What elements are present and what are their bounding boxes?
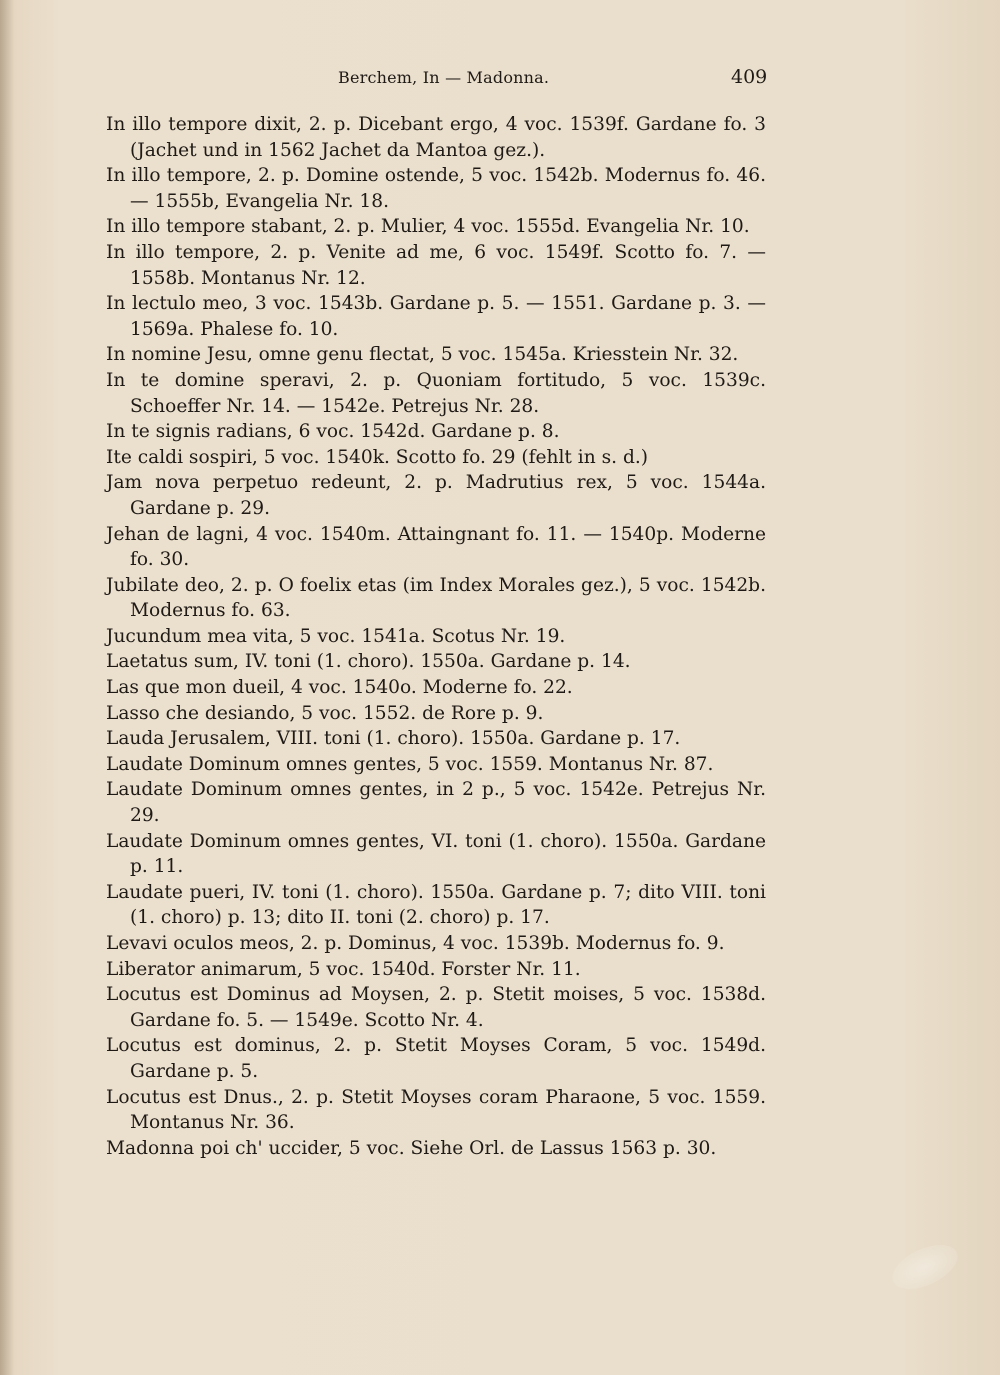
index-entry: Lauda Jerusalem, VIII. toni (1. choro). 1550a. Gardane p. 17. <box>106 728 681 750</box>
index-entry: Jucundum mea vita, 5 voc. 1541a. Scotus Nr. 19. <box>106 625 566 647</box>
index-entry: Laudate Dominum omnes gentes, VI. toni (1. choro). 1550a. Gardane p. 11. <box>106 830 766 878</box>
running-head: Berchem, In — Madonna. <box>338 68 550 87</box>
index-entry: Lasso che desiando, 5 voc. 1552. de Rore p. 9. <box>106 702 544 724</box>
index-entry: Jubilate deo, 2. p. O foelix etas (im Index Morales gez.), 5 voc. 1542b. Modernus fo. 63. <box>106 574 766 622</box>
paper-stain <box>886 1236 965 1298</box>
index-entry: Locutus est Dominus ad Moysen, 2. p. Stetit moises, 5 voc. 1538d. Gardane fo. 5. — 1549e. Scotto Nr. 4. <box>106 984 766 1031</box>
spine-shadow <box>0 0 14 1375</box>
index-entry: In te domine speravi, 2. p. Quoniam fortitudo, 5 voc. 1539c. Schoeffer Nr. 14. — 1542e. Petrejus Nr. 28. <box>106 369 766 417</box>
index-entry: In nomine Jesu, omne genu flectat, 5 voc. 1545a. Kriesstein Nr. 32. <box>106 344 739 366</box>
index-entry: In illo tempore dixit, 2. p. Dicebant ergo, 4 voc. 1539f. Gardane fo. 3 (Jachet und in 1562 Jachet da Mantoa gez.). <box>106 114 766 161</box>
index-entry: In illo tempore, 2. p. Domine ostende, 5 voc. 1542b. Modernus fo. 46. — 1555b, Evangelia Nr. 18. <box>106 165 766 212</box>
index-entry: Laudate pueri, IV. toni (1. choro). 1550a. Gardane p. 7; dito VIII. toni (1. choro) p. 13; dito II. toni (2. choro) p. 17. <box>106 881 766 929</box>
index-entry: Locutus est dominus, 2. p. Stetit Moyses Coram, 5 voc. 1549d. Gardane p. 5. <box>106 1035 766 1082</box>
index-entry: Ite caldi sospiri, 5 voc. 1540k. Scotto fo. 29 (fehlt in s. d.) <box>106 446 649 468</box>
index-entries <box>106 112 766 1161</box>
index-entry: In illo tempore, 2. p. Venite ad me, 6 voc. 1549f. Scotto fo. 7. — 1558b. Montanus Nr. 12. <box>106 241 766 289</box>
index-entry: Liberator animarum, 5 voc. 1540d. Forster Nr. 11. <box>106 958 581 980</box>
index-entry: In illo tempore stabant, 2. p. Mulier, 4 voc. 1555d. Evangelia Nr. 10. <box>106 216 750 238</box>
index-entry: Jam nova perpetuo redeunt, 2. p. Madrutius rex, 5 voc. 1544a. Gardane p. 29. <box>106 472 766 519</box>
index-entry: Jehan de lagni, 4 voc. 1540m. Attaingnant fo. 11. — 1540p. Moderne fo. 30. <box>106 523 766 571</box>
index-entry: Laudate Dominum omnes gentes, in 2 p., 5 voc. 1542e. Petrejus Nr. 29. <box>106 779 766 827</box>
index-entry: Las que mon dueil, 4 voc. 1540o. Moderne fo. 22. <box>106 677 573 699</box>
page-number: 409 <box>731 66 768 88</box>
index-entry: In lectulo meo, 3 voc. 1543b. Gardane p. 5. — 1551. Gardane p. 3. — 1569a. Phalese fo. 10. <box>106 293 766 340</box>
index-entry: Levavi oculos meos, 2. p. Dominus, 4 voc. 1539b. Modernus fo. 9. <box>106 933 725 954</box>
index-entry: In te signis radians, 6 voc. 1542d. Gardane p. 8. <box>106 421 560 443</box>
index-entry: Laetatus sum, IV. toni (1. choro). 1550a. Gardane p. 14. <box>106 651 631 673</box>
index-entry: Locutus est Dnus., 2. p. Stetit Moyses coram Pharaone, 5 voc. 1559. Montanus Nr. 36. <box>106 1086 766 1134</box>
index-entry: Laudate Dominum omnes gentes, 5 voc. 1559. Montanus Nr. 87. <box>106 753 714 775</box>
index-entry: Madonna poi ch' uccider, 5 voc. Siehe Orl. de Lassus 1563 p. 30. <box>106 1137 717 1159</box>
page-header <box>0 66 1000 96</box>
